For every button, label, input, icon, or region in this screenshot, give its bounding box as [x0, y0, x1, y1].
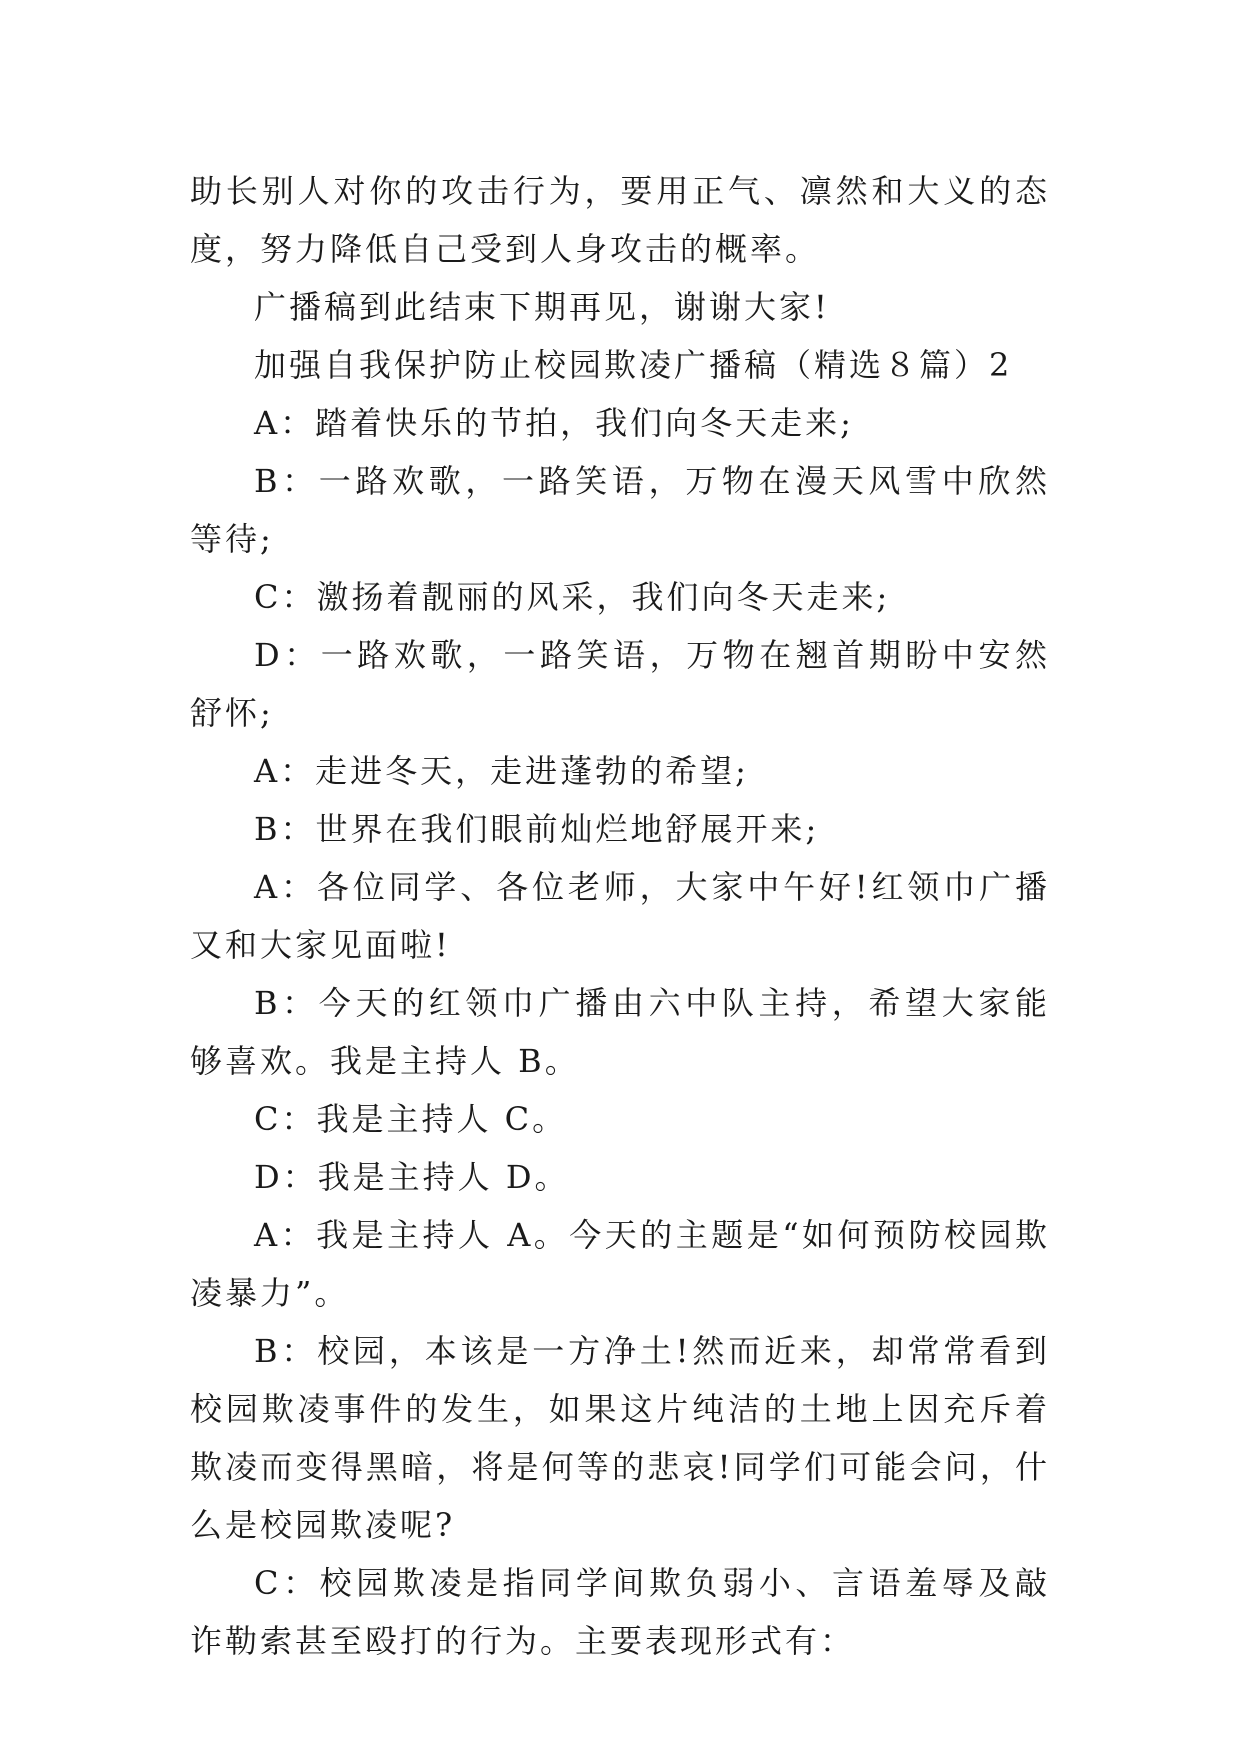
- paragraph: D：一路欢歌，一路笑语，万物在翘首期盼中安然舒怀;: [190, 636, 1050, 732]
- paragraph: B：校园，本该是一方净土!然而近来，却常常看到校园欺凌事件的发生，如果这片纯洁的土地上因充斥着欺凌而变得黑暗，将是何等的悲哀!同学们可能会问，什么是校园欺凌呢?: [190, 1332, 1050, 1544]
- paragraph: C：校园欺凌是指同学间欺负弱小、言语羞辱及敲诈勒索甚至殴打的行为。主要表现形式有：: [190, 1564, 1050, 1660]
- paragraph: B：一路欢歌，一路笑语，万物在漫天风雪中欣然等待;: [190, 462, 1050, 558]
- paragraph: C：激扬着靓丽的风采，我们向冬天走来;: [254, 578, 891, 616]
- paragraph: 助长别人对你的攻击行为，要用正气、凛然和大义的态度，努力降低自己受到人身攻击的概率。: [190, 172, 1050, 268]
- paragraph: A：走进冬天，走进蓬勃的希望;: [254, 752, 749, 790]
- paragraph: D：我是主持人 D。: [254, 1158, 570, 1196]
- paragraph: A：各位同学、各位老师，大家中午好!红领巾广播又和大家见面啦!: [190, 868, 1050, 964]
- paragraph: A：踏着快乐的节拍，我们向冬天走来;: [254, 404, 854, 442]
- document-body: [190, 162, 1050, 1670]
- section-heading: 加强自我保护防止校园欺凌广播稿（精选８篇）2: [254, 346, 1013, 384]
- paragraph: C：我是主持人 C。: [254, 1100, 568, 1138]
- paragraph: 广播稿到此结束下期再见，谢谢大家!: [254, 288, 830, 326]
- paragraph: B：今天的红领巾广播由六中队主持，希望大家能够喜欢。我是主持人 B。: [190, 984, 1050, 1080]
- paragraph: B：世界在我们眼前灿烂地舒展开来;: [254, 810, 820, 848]
- paragraph: A：我是主持人 A。今天的主题是“如何预防校园欺凌暴力”。: [190, 1216, 1050, 1312]
